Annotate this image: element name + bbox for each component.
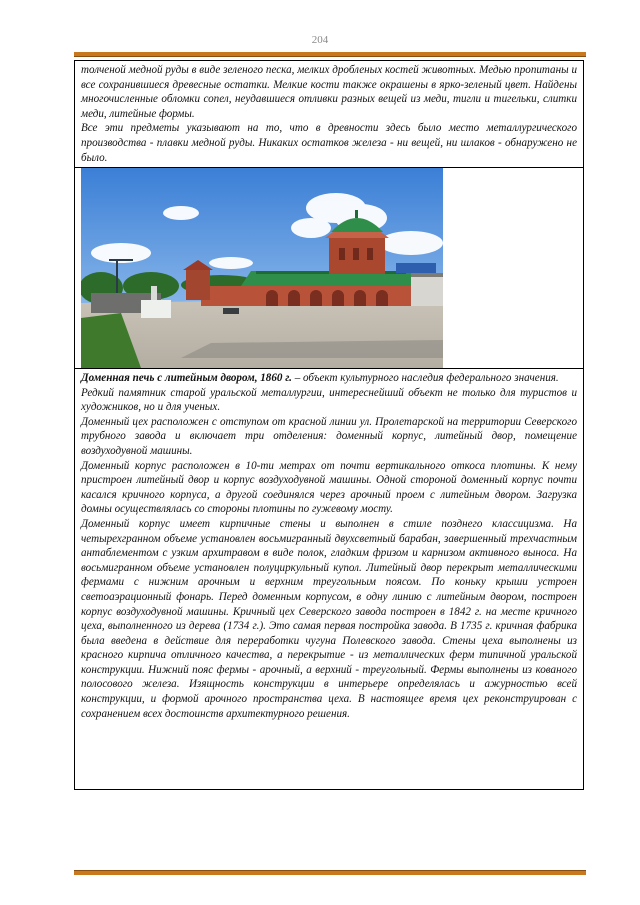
article-paragraph-2: Доменный цех расположен с отступом от красной линии ул. Пролетарской на территории Северского трубного завода и включает три отделения: доменный корпус, литейный двор, помещение воздуходувной машины. bbox=[81, 415, 577, 457]
article-paragraph-4: Доменный корпус имеет кирпичные стены и выполнен в стиле позднего классицизма. На четырехгранном объеме установлен восьмигранный двухсветный барабан, завершенный трехчастным антаблементом с узким архитравом в виде полок, гладким фризом и карнизом активного выноса. На восьмигранном объеме установлен полуциркульный купол. Литейный двор перекрыт металлическими фермами с нижним арочным и верхним треугольным поясом. По коньку крыши устроен светоаэрационный фонарь. Перед доменным корпусом, в одну линию с литейным двором, построен корпус воздуходувной машины. Кричный цех Северского завода построен в 1842 г. на месте кричного цеха, выполненного из дерева (1734 г.). Это самая первая постройка завода. В 1735 г. кричная фабрика была введена в действие для переработки чугуна Полевского завода. Стены цеха выполнены из красного кирпича отличного качества, а перекрытие - из металлических ферм типичной уральской конструкции. Нижний пояс фермы - арочный, а верхний - треугольный. Фермы выполнены из кованого полосового железа. Изящность конструкции в интерьере определялась и ажурностью всей конструкции, и формой арочного пространства цеха. В настоящее время цех реконструирован с сохранением всех достоинств архитектурного решения. bbox=[81, 517, 577, 720]
page-number: 204 bbox=[311, 34, 329, 46]
article-title: Доменная печь с литейным двором, 1860 г. bbox=[81, 372, 292, 384]
building-photo bbox=[81, 168, 443, 368]
intro-cell bbox=[75, 61, 583, 168]
content-table bbox=[74, 60, 584, 790]
article-paragraph-3: Доменный корпус расположен в 10-ти метрах от почти вертикального откоса плотины. К нему пристроен литейный двор и корпус воздуходувной машины. Одной стороной доменный корпус почти касался кричного корпуса, а другой соединялся через арочный проем с литейным двором. Загрузка домны осуществлялась со стороны плотины по гужевому мосту. bbox=[81, 459, 577, 516]
footer-rule bbox=[74, 870, 586, 875]
intro-paragraph-2: Все эти предметы указывают на то, что в древности здесь было место металлургического производства - плавки медной руды. Никаких остатков железа - ни вещей, ни шлаков - обнаружено не было. bbox=[81, 122, 577, 164]
article-cell bbox=[75, 369, 583, 789]
article-paragraph-1: Редкий памятник старой уральской металлургии, интереснейший объект не только для туристов и художников, но и для ученых. bbox=[81, 386, 577, 414]
article-heading bbox=[81, 371, 577, 386]
article-title-suffix: – объект культурного наследия федерального значения. bbox=[291, 372, 559, 384]
intro-paragraph-1: толченой медной руды в виде зеленого песка, мелких дробленых костей животных. Медью пропитаны и все сохранившиеся древесные остатки. Мелкие кости также окрашены в ярко-зеленый цвет. Найдены многочисленные обломки сопел, неудавшиеся отливки разных вещей из меди, тигли и тигельки, слитки меди, литейные формы. bbox=[81, 64, 577, 120]
photo-cell bbox=[75, 168, 583, 369]
header-rule bbox=[74, 52, 586, 57]
